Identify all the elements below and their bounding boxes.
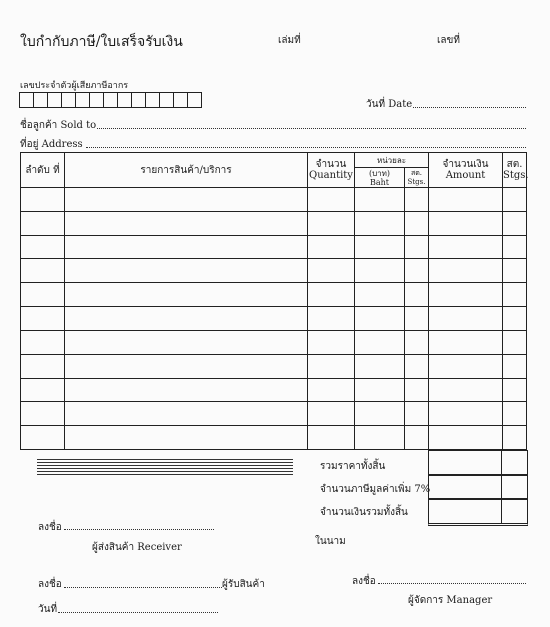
table-row: [21, 307, 527, 331]
tax-id-digit-box[interactable]: [61, 92, 76, 108]
table-row: [21, 330, 527, 354]
manager-title: ผู้จัดการ Manager: [408, 595, 493, 606]
cell-quantity[interactable]: [308, 259, 355, 283]
cell-stgs[interactable]: [503, 259, 527, 283]
item-rows: [21, 188, 527, 450]
tax-id-digit-box[interactable]: [89, 92, 104, 108]
table-row: [21, 259, 527, 283]
cell-quantity[interactable]: [308, 402, 355, 426]
cell-unit-stgs[interactable]: [405, 330, 429, 354]
cell-unit-baht[interactable]: [355, 211, 405, 235]
cell-unit-baht[interactable]: [355, 426, 405, 450]
cell-description[interactable]: [65, 211, 308, 235]
cell-quantity[interactable]: [308, 283, 355, 307]
cell-unit-stgs[interactable]: [405, 426, 429, 450]
cell-amount[interactable]: [429, 330, 503, 354]
col-header-stgs-en: Stgs.: [503, 170, 529, 181]
tax-id-digit-box[interactable]: [75, 92, 90, 108]
col-header-unit-price: หน่วยละ: [355, 153, 429, 168]
subtotal-label: รวมราคาทั้งสิ้น: [320, 461, 386, 472]
cell-amount[interactable]: [429, 307, 503, 331]
divider-line: [37, 459, 293, 460]
cell-description[interactable]: [65, 283, 308, 307]
grand-total-field[interactable]: [428, 498, 528, 526]
cell-stgs[interactable]: [503, 235, 527, 259]
cell-unit-stgs[interactable]: [405, 283, 429, 307]
table-row: [21, 235, 527, 259]
cell-description[interactable]: [65, 330, 308, 354]
cell-description[interactable]: [65, 307, 308, 331]
cell-stgs[interactable]: [503, 330, 527, 354]
cell-unit-baht[interactable]: [355, 259, 405, 283]
cell-no[interactable]: [21, 307, 65, 331]
tax-id-boxes[interactable]: [20, 92, 202, 108]
manager-sign-label: ลงชื่อ: [352, 576, 376, 587]
stgs-divider: [501, 450, 502, 524]
cell-no[interactable]: [21, 402, 65, 426]
cell-quantity[interactable]: [308, 426, 355, 450]
cell-unit-baht[interactable]: [355, 188, 405, 212]
grand-total-label: จำนวนเงินรวมทั้งสิ้น: [320, 507, 408, 518]
cell-stgs[interactable]: [503, 211, 527, 235]
vat-label: จำนวนภาษีมูลค่าเพิ่ม 7%: [320, 484, 431, 495]
col-header-no: ลำดับ ที่: [21, 153, 65, 188]
date-field[interactable]: [413, 107, 526, 108]
cell-amount[interactable]: [429, 378, 503, 402]
table-row: [21, 426, 527, 450]
cell-amount[interactable]: [429, 354, 503, 378]
tax-id-digit-box[interactable]: [103, 92, 118, 108]
cell-no[interactable]: [21, 259, 65, 283]
tax-id-digit-box[interactable]: [33, 92, 48, 108]
cell-amount[interactable]: [429, 211, 503, 235]
divider-line: [37, 465, 293, 466]
cell-amount[interactable]: [429, 235, 503, 259]
col-header-unit-stgs: [405, 168, 429, 188]
col-header-description: รายการสินค้า/บริการ: [65, 153, 308, 188]
col-header-unit-baht: [355, 168, 405, 188]
cell-no[interactable]: [21, 188, 65, 212]
table-row: [21, 402, 527, 426]
cell-amount[interactable]: [429, 259, 503, 283]
subtotal-field[interactable]: [428, 450, 528, 476]
cell-quantity[interactable]: [308, 307, 355, 331]
table-row: [21, 378, 527, 402]
sold-to-field[interactable]: [97, 128, 526, 129]
cell-stgs[interactable]: [503, 354, 527, 378]
document-title: ใบกำกับภาษี/ใบเสร็จรับเงิน: [20, 34, 183, 50]
items-table: [20, 152, 527, 450]
divider-line: [37, 474, 293, 475]
cell-quantity[interactable]: [308, 188, 355, 212]
vat-field[interactable]: [428, 474, 528, 500]
on-behalf-label: ในนาม: [315, 536, 346, 547]
tax-id-digit-box[interactable]: [173, 92, 188, 108]
cell-description[interactable]: [65, 188, 308, 212]
cell-description[interactable]: [65, 402, 308, 426]
cell-unit-stgs[interactable]: [405, 378, 429, 402]
date-label: วันที่ Date: [366, 99, 413, 110]
cell-quantity[interactable]: [308, 330, 355, 354]
cell-unit-baht[interactable]: [355, 283, 405, 307]
cell-no[interactable]: [21, 378, 65, 402]
col-header-amount-th: จำนวนเงิน: [442, 159, 489, 170]
col-header-amount: [429, 153, 503, 188]
cell-unit-stgs[interactable]: [405, 307, 429, 331]
col-header-unit-baht-th: (บาท): [368, 168, 391, 178]
tax-id-digit-box[interactable]: [117, 92, 132, 108]
cell-stgs[interactable]: [503, 188, 527, 212]
col-header-stgs-th: สต.: [506, 159, 523, 170]
cell-no[interactable]: [21, 354, 65, 378]
col-header-unit-stgs-en: Stgs.: [407, 177, 426, 186]
cell-unit-baht[interactable]: [355, 307, 405, 331]
cell-no[interactable]: [21, 330, 65, 354]
receiver-sign-label: ลงชื่อ: [38, 579, 62, 590]
receive-date-field[interactable]: [58, 612, 218, 613]
cell-unit-stgs[interactable]: [405, 259, 429, 283]
table-row: [21, 188, 527, 212]
cell-unit-baht[interactable]: [355, 235, 405, 259]
col-header-unit-stgs-th: สต.: [410, 168, 423, 177]
cell-no[interactable]: [21, 211, 65, 235]
cell-no[interactable]: [21, 235, 65, 259]
cell-unit-baht[interactable]: [355, 330, 405, 354]
book-number-label: เล่มที่: [278, 35, 301, 46]
col-header-stgs: [503, 153, 527, 188]
cell-amount[interactable]: [429, 426, 503, 450]
cell-amount[interactable]: [429, 188, 503, 212]
receiver-sign-field[interactable]: [64, 587, 222, 588]
sender-sign-label: ลงชื่อ: [38, 522, 62, 533]
cell-description[interactable]: [65, 426, 308, 450]
divider-line: [37, 468, 293, 469]
tax-id-label: เลขประจำตัวผู้เสียภาษีอากร: [20, 81, 129, 91]
receiver-title: ผู้ส่งสินค้า Receiver: [92, 542, 182, 553]
manager-sign-field[interactable]: [378, 583, 526, 584]
cell-amount[interactable]: [429, 283, 503, 307]
cell-no[interactable]: [21, 426, 65, 450]
cell-stgs[interactable]: [503, 426, 527, 450]
sold-to-label: ชื่อลูกค้า Sold to: [20, 120, 97, 131]
cell-amount[interactable]: [429, 402, 503, 426]
col-header-quantity-th: จำนวน: [315, 159, 347, 170]
cell-description[interactable]: [65, 259, 308, 283]
receiver2-title: ผู้รับสินค้า: [222, 579, 265, 590]
tax-id-digit-box[interactable]: [187, 92, 202, 108]
cell-description[interactable]: [65, 354, 308, 378]
table-row: [21, 211, 527, 235]
col-header-quantity: [308, 153, 355, 188]
cell-stgs[interactable]: [503, 307, 527, 331]
cell-quantity[interactable]: [308, 378, 355, 402]
cell-quantity[interactable]: [308, 211, 355, 235]
cell-quantity[interactable]: [308, 235, 355, 259]
col-header-amount-en: Amount: [445, 170, 486, 181]
divider-line: [37, 471, 293, 472]
cell-unit-stgs[interactable]: [405, 402, 429, 426]
cell-unit-stgs[interactable]: [405, 235, 429, 259]
cell-unit-baht[interactable]: [355, 402, 405, 426]
cell-no[interactable]: [21, 283, 65, 307]
cell-unit-baht[interactable]: [355, 378, 405, 402]
cell-description[interactable]: [65, 378, 308, 402]
cell-unit-baht[interactable]: [355, 354, 405, 378]
cell-unit-stgs[interactable]: [405, 211, 429, 235]
tax-id-digit-box[interactable]: [145, 92, 160, 108]
divider-line: [37, 462, 293, 463]
cell-unit-stgs[interactable]: [405, 354, 429, 378]
document-number-label: เลขที่: [437, 35, 460, 46]
tax-id-digit-box[interactable]: [19, 92, 34, 108]
receive-date-label: วันที่: [38, 604, 58, 615]
address-field[interactable]: [86, 147, 526, 148]
cell-unit-stgs[interactable]: [405, 188, 429, 212]
table-row: [21, 354, 527, 378]
table-row: [21, 283, 527, 307]
sender-sign-field[interactable]: [64, 529, 214, 530]
col-header-quantity-en: Quantity: [309, 170, 353, 181]
cell-stgs[interactable]: [503, 283, 527, 307]
address-label: ที่อยู่ Address: [20, 139, 83, 150]
tax-id-digit-box[interactable]: [159, 92, 174, 108]
col-header-unit-baht-en: Baht: [369, 177, 389, 187]
cell-description[interactable]: [65, 235, 308, 259]
cell-quantity[interactable]: [308, 354, 355, 378]
tax-id-digit-box[interactable]: [47, 92, 62, 108]
cell-stgs[interactable]: [503, 378, 527, 402]
cell-stgs[interactable]: [503, 402, 527, 426]
tax-id-digit-box[interactable]: [131, 92, 146, 108]
